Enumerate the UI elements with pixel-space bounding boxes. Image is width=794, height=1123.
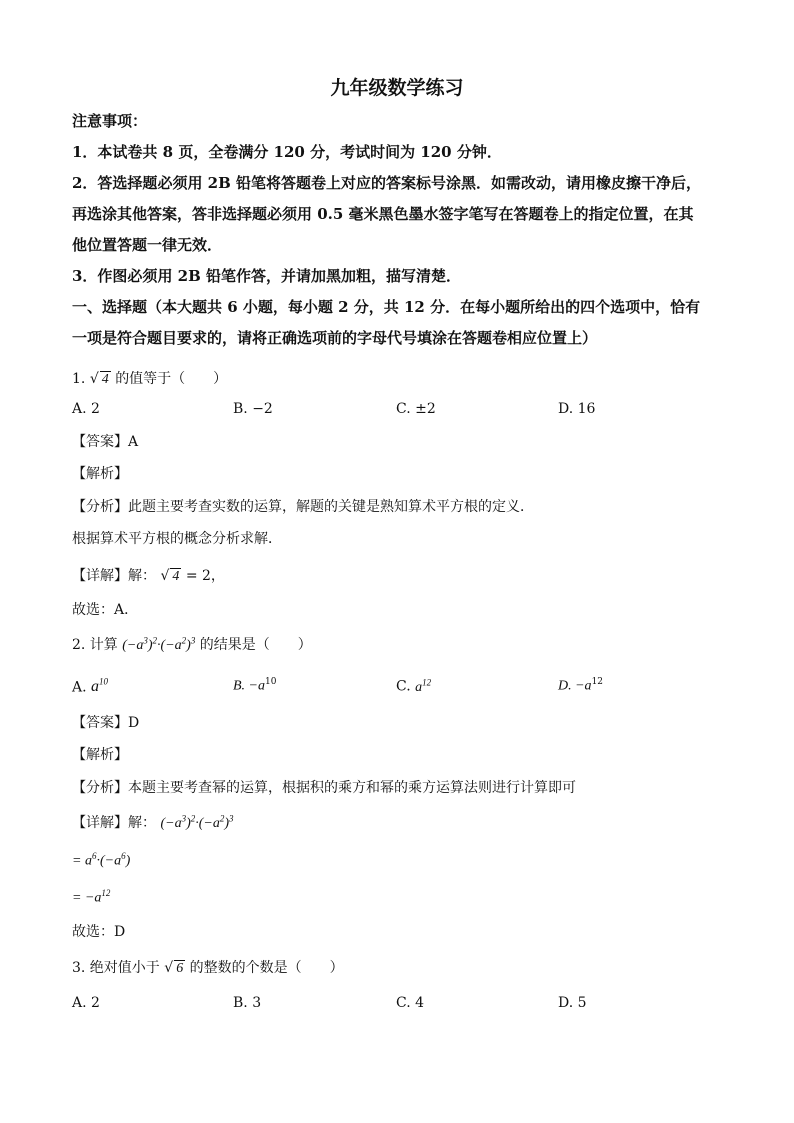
power-expression: $(-a^3)^2\cdot(-a^2)^3$ <box>122 635 196 653</box>
q2-answer: 【答案】D <box>72 715 140 731</box>
question-3-stem <box>72 957 344 977</box>
q2-choice: 故选：D <box>72 924 126 940</box>
notice-heading: 注意事项： <box>72 112 148 130</box>
q1-analysis-2: 根据算术平方根的概念分析求解． <box>72 531 282 547</box>
section-heading-line-2: 一项是符合题目要求的，请将正确选项前的字母代号填涂在答题卷相应位置上） <box>72 329 598 347</box>
question-number: 1. <box>72 371 86 387</box>
detail-label: 【详解】解： <box>72 568 156 584</box>
q1-choice: 故选：A． <box>72 602 139 618</box>
notice-item-2-line-2: 再选涂其他答案，答非选择题必须用 0.5 毫米黑色墨水签字笔写在答题卷上的指定位置，在其 <box>72 205 694 223</box>
question-2-stem <box>72 634 312 654</box>
q1-jiexi-label: 【解析】 <box>72 466 128 482</box>
question-text: 的结果是（ ） <box>199 637 312 653</box>
notice-item-3: 3．作图必须用 2B 铅笔作答，并请加黑加粗，描写清楚． <box>72 267 461 285</box>
q2-option-c: C. $a^{12}$ <box>396 677 432 695</box>
q2-jiexi-label: 【解析】 <box>72 747 128 763</box>
q2-step-3: = $-a^{12}$ <box>72 888 111 906</box>
q3-option-d: D. 5 <box>558 995 587 1011</box>
q1-detail <box>72 565 225 585</box>
notice-item-1: 1．本试卷共 8 页，全卷满分 120 分，考试时间为 120 分钟． <box>72 143 502 161</box>
q2-step-2: = $a^6\cdot(-a^6)$ <box>72 851 131 869</box>
sqrt-symbol: √ <box>160 568 170 584</box>
detail-label: 【详解】解： <box>72 815 156 831</box>
page-title: 九年级数学练习 <box>330 77 464 99</box>
q2-detail <box>72 812 234 832</box>
sqrt-symbol: √ <box>89 371 99 387</box>
question-1-stem <box>72 368 227 388</box>
q1-analysis: 【分析】此题主要考查实数的运算，解题的关键是熟知算术平方根的定义． <box>72 499 534 515</box>
radicand: 4 <box>172 569 180 584</box>
notice-item-2-line-3: 他位置答题一律无效． <box>72 236 223 254</box>
question-number: 2. 计算 <box>72 637 118 653</box>
notice-item-2-line-1: 2．答选择题必须用 2B 铅笔将答题卷上对应的答案标号涂黑．如需改动，请用橡皮擦干净后， <box>72 174 702 192</box>
question-text: 的整数的个数是（ ） <box>189 960 344 976</box>
q1-answer: 【答案】A <box>72 434 139 450</box>
q1-option-b: B. −2 <box>233 401 273 417</box>
q3-option-c: C. 4 <box>396 995 425 1011</box>
detail-expression: = 2， <box>185 568 225 584</box>
q1-option-c: C. ±2 <box>396 401 436 417</box>
q1-option-a: A. 2 <box>72 401 100 417</box>
q1-option-d: D. 16 <box>558 401 596 417</box>
power-expression: $(-a^3)^2\cdot(-a^2)^3$ <box>160 813 234 831</box>
q3-option-b: B. 3 <box>233 995 262 1011</box>
q3-option-a: A. 2 <box>72 995 100 1011</box>
sqrt-symbol: √ <box>164 960 174 976</box>
question-text: 的值等于（ ） <box>115 371 228 387</box>
radicand: 6 <box>176 961 184 976</box>
q2-option-b: B. $-a^{10}$ <box>233 677 277 694</box>
question-number: 3. 绝对值小于 <box>72 960 160 976</box>
q2-option-a: A. $a^{10}$ <box>72 677 109 696</box>
section-heading-line-1: 一、选择题（本大题共 6 小题，每小题 2 分，共 12 分．在每小题所给出的四个选项中，恰有 <box>72 298 701 316</box>
q2-option-d: D. $-a^{12}$ <box>558 677 604 694</box>
radicand: 4 <box>101 372 109 387</box>
q2-analysis: 【分析】本题主要考查幂的运算，根据积的乘方和幂的乘方运算法则进行计算即可 <box>72 780 576 796</box>
